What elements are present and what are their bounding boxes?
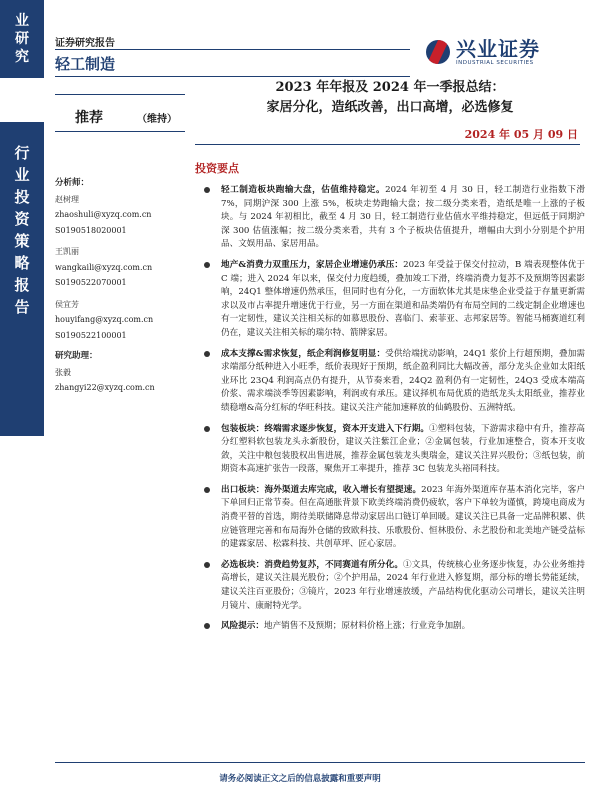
analyst-name: 侯宜芳	[55, 299, 79, 309]
highlight-item	[195, 620, 585, 634]
company-logo	[426, 38, 540, 66]
sidebar-report-type-text: 行 业 投 资 策 略 报 告	[14, 144, 30, 316]
logo-english-name: INDUSTRIAL SECURITIES	[456, 60, 534, 66]
highlight-body: ①文具，传统核心业务逐步恢复，办公业务维持高增长，建议关注晨光股份；②个护用品，2024 年行业进入修复期，部分标的增长势能延续，建议关注百亚股份；③镜片，2023 年行业增速放缓，产品结构优化驱动公司增长，建议关注明月镜片、康耐特光学。	[221, 559, 585, 611]
highlight-lead: 地产&消费力双重压力，家居企业增速仍承压：	[221, 259, 404, 270]
analyst-label: 分析师：	[55, 178, 90, 188]
analyst-license: S0190522070001	[55, 278, 127, 287]
bullet-icon	[204, 487, 210, 493]
rating-divider-bottom	[55, 131, 185, 132]
rating-divider-top	[55, 94, 185, 95]
highlight-item	[195, 348, 585, 416]
sector-title: 轻工制造	[55, 55, 116, 73]
report-title-line1: 2023 年年报及 2024 年一季报总结：	[275, 80, 505, 95]
analyst-entry	[55, 297, 190, 344]
analyst-entry	[55, 244, 190, 291]
analyst-email[interactable]: houyifang@xyzq.com.cn	[55, 315, 154, 324]
disclaimer-footer: 请务必阅读正文之后的信息披露和重要声明	[219, 774, 381, 784]
highlight-body: 受供给端扰动影响，24Q1 浆价上行超预期，叠加需求端部分纸种进入小旺季，纸价表现好于预期，纸企盈利同比大幅改善，部分龙头企业如太阳纸业环比 23Q4 利润高点仍有提升，从节奏来看，24Q2 盈利仍有一定韧性，24Q3 受成本端高价浆、需求端淡季等因素影响，利润或有承压。建议择机布局优质的造纸龙头太阳纸业，推荐业绩稳增&高分红标的华旺科技。建议关注产能加速释放的仙鹤股份、五洲特纸。	[221, 348, 585, 413]
bullet-icon	[204, 562, 210, 568]
bullet-icon	[204, 187, 210, 193]
assistant-name: 张毅	[55, 367, 71, 377]
analyst-name: 王凯丽	[55, 247, 79, 256]
analyst-name: 赵树理	[55, 194, 79, 204]
highlight-lead: 成本支撑&需求恢复，纸企利润修复明显：	[221, 348, 386, 359]
section-heading: 投资要点	[195, 162, 239, 175]
analyst-email[interactable]: wangkaili@xyzq.com.cn	[55, 262, 153, 272]
header-divider	[55, 49, 410, 50]
analyst-panel	[55, 176, 190, 396]
highlight-lead: 包装板块：终端需求逐步恢复，资本开支进入下行期。	[221, 423, 430, 434]
sidebar-top-text: 业 研 究	[15, 13, 29, 65]
highlight-item	[195, 184, 585, 252]
logo-chinese-name: 兴业证券	[456, 37, 540, 61]
report-type-label: 证券研究报告	[55, 38, 115, 49]
risk-lead: 风险提示：	[221, 621, 264, 632]
report-date: 2024 年 05 月 09 日	[464, 128, 578, 141]
header-divider-lower	[55, 76, 410, 77]
highlight-body: ①塑料包装，下游需求稳中有升，推荐高分红塑料软包装龙头永新股份，建议关注紫江企业；②金属包装，行业加速整合，资本开支收敛，关注中粮包装股权出售进展，推荐金属包装龙头奥瑞金，建议关注昇兴股份；③纸包装，前期资本高速扩张告一段落，聚焦开工率提升，推荐 3C 包装龙头裕同科技。	[221, 423, 585, 475]
analyst-license: S0190518020001	[55, 225, 127, 235]
rating-qualifier: （维持）	[137, 114, 177, 125]
highlight-lead: 轻工制造板块跑输大盘，估值维持稳定。	[221, 185, 386, 195]
highlight-lead: 必选板块：消费趋势复苏，不同赛道有所分化。	[221, 559, 404, 570]
bullet-icon	[204, 426, 210, 432]
highlight-body: 2023 年海外渠道库存基本消化完毕，客户下单回归正常节奏。但在高通胀背景下欧美终端消费仍疲软，客户下单较为谨慎，跨境电商成为消费平替的首选，期待美联储降息带动家居出口链订单回暖。建议关注已具备一定品牌积累、供应链管理完善和布局海外仓储的致欧科技、乐歌股份、恒林股份、永艺股份和北美地产链受益标的建霖家居、松霖科技、共创草坪、匠心家居。	[221, 484, 585, 550]
bullet-icon	[204, 351, 210, 357]
assistant-email[interactable]: zhangyi22@xyzq.com.cn	[55, 383, 155, 392]
highlight-list	[195, 184, 585, 634]
investment-highlights	[195, 160, 585, 641]
report-title	[195, 78, 585, 118]
assistant-entry	[55, 349, 190, 396]
analyst-entry	[55, 192, 190, 239]
analyst-license: S0190522100001	[55, 330, 127, 340]
assistant-label: 研究助理：	[55, 351, 98, 361]
bullet-icon	[204, 262, 210, 268]
title-divider	[195, 144, 580, 145]
highlight-lead: 出口板块：海外渠道去库完成，收入增长有望提速。	[221, 484, 422, 495]
highlight-body: 2023 年受益于保交付拉动，B 端表现整体优于 C 端；进入 2024 年以来，保交付力度趋缓，叠加竣工下滑，终端消费力复苏不及预期等因素影响，24Q1 整体增速仍然承压，但同时也有分化，一方面软体尤其是床垫企业受益于存量更新需求以及市占率提升增速优于行业，另一方面在渠道和品类端仍有布局空间的二线定制企业增速也有一定韧性，建议关注相关标的如慕思股份、喜临门、索菲亚、志邦家居等。智能马桶赛道红利仍在，建议关注相关标的瑞尔特、箭牌家居。	[221, 259, 585, 338]
highlight-item	[195, 484, 585, 552]
footer-divider	[55, 762, 585, 763]
sidebar-top-bar	[0, 0, 44, 78]
highlight-body: 2024 年初至 4 月 30 日，轻工制造行业指数下滑 7%，同期沪深 300 上涨 5%，板块走势跑输大盘；按二级分类来看，造纸是唯一上涨的子板块。与 2024 年初相比，截至 4 月 30 日，轻工制造行业估值水平维持稳定，但远低于同期沪深 300 估值涨幅；按二级分类来看，共有 3 个子板块估值提升，增幅由大到小分别是个护用品、文娱用品、家居用品。	[221, 185, 585, 250]
rating-value: 推荐	[75, 110, 103, 126]
highlight-item	[195, 559, 585, 613]
report-title-line2: 家居分化，造纸改善，出口高增，必选修复	[266, 100, 514, 115]
logo-icon	[426, 40, 450, 64]
highlight-item	[195, 423, 585, 477]
risk-body: 地产销售不及预期；原材料价格上涨；行业竞争加剧。	[263, 621, 471, 632]
analyst-email[interactable]: zhaoshuli@xyzq.com.cn	[55, 210, 152, 219]
sidebar-report-type-bar	[0, 122, 44, 436]
bullet-icon	[204, 623, 210, 629]
highlight-item	[195, 259, 585, 341]
